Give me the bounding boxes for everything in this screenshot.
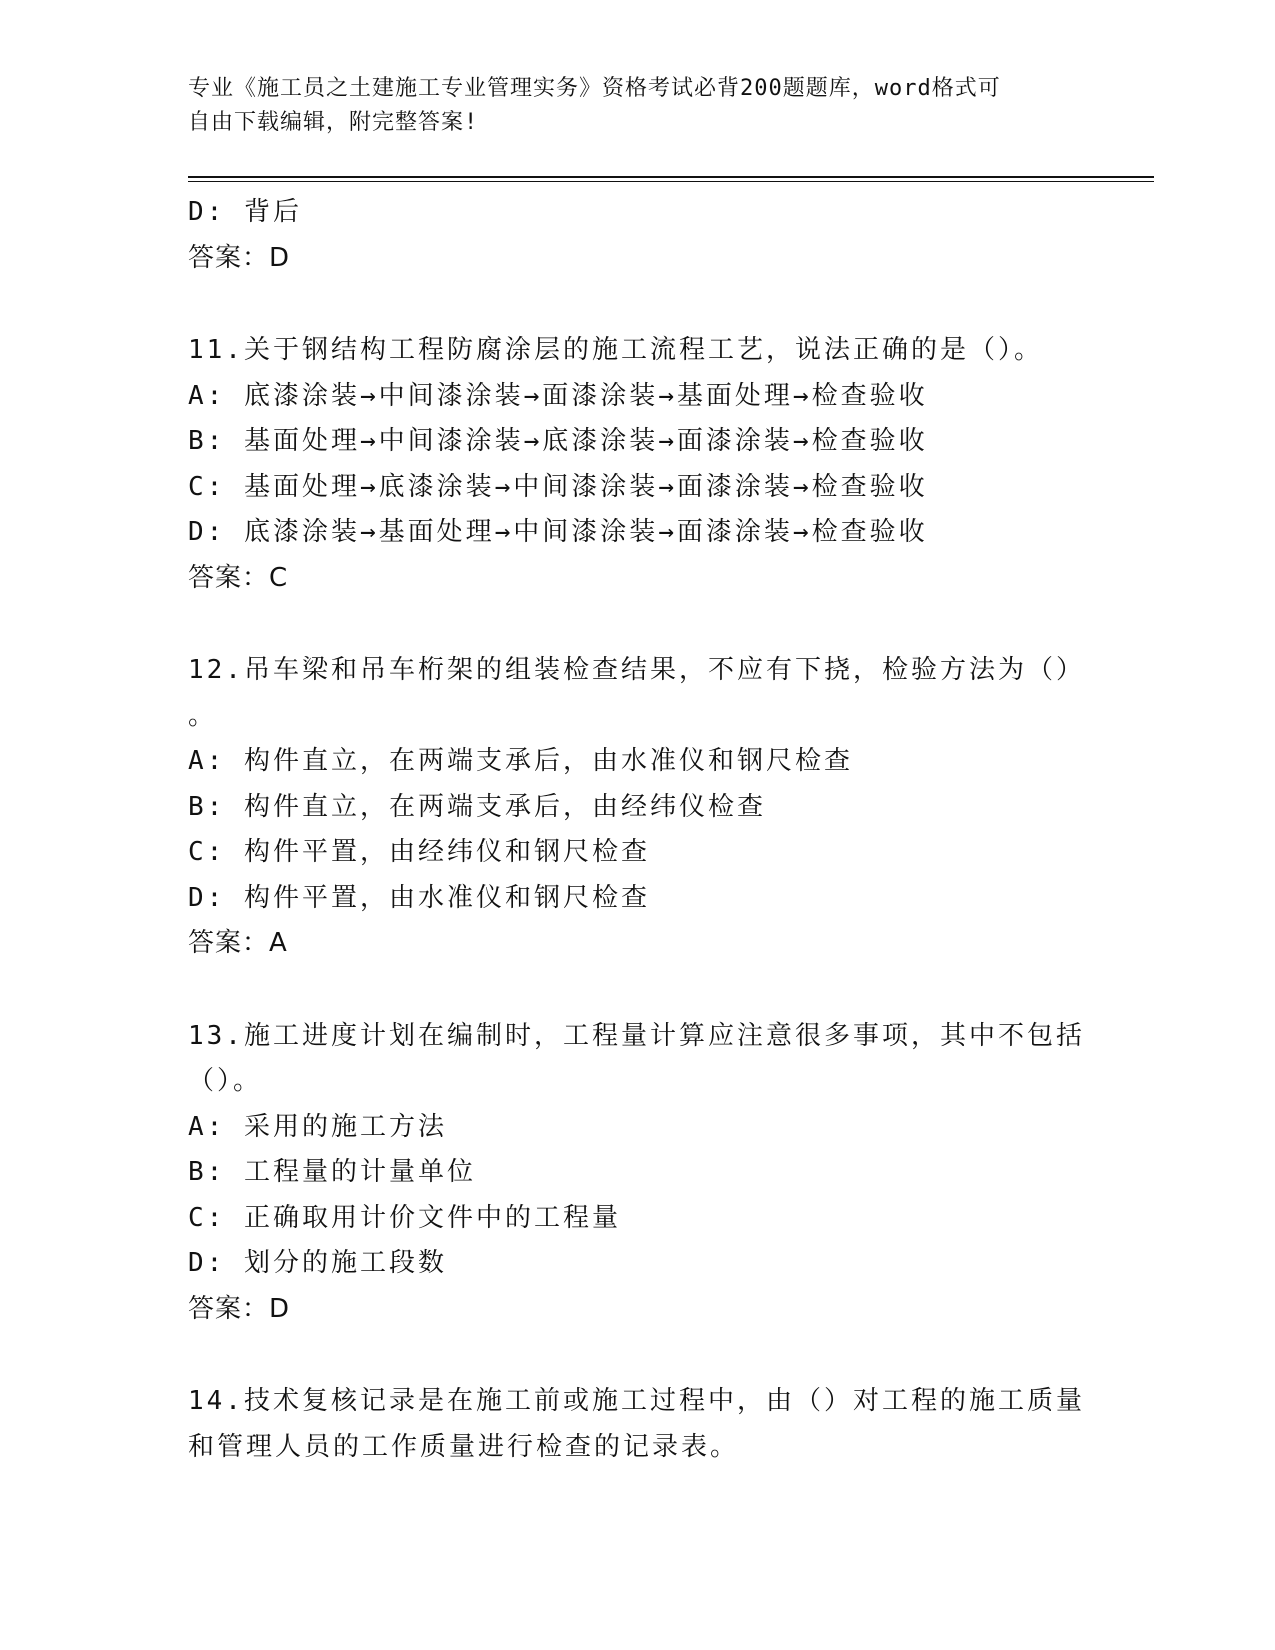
- option-b: B: 构件直立，在两端支承后，由经纬仪检查: [188, 791, 766, 822]
- answer: 答案：D: [188, 1293, 291, 1324]
- answer: 答案：C: [188, 562, 289, 593]
- question-14: [188, 1379, 1088, 1470]
- question-12: [188, 648, 1088, 967]
- option-d: D: 底漆涂装→基面处理→中间漆涂装→面漆涂装→检查验收: [188, 517, 928, 547]
- prev-option-d: D: 背后: [188, 197, 302, 227]
- option-c: C: 正确取用计价文件中的工程量: [188, 1202, 621, 1233]
- header-divider-thick: [188, 176, 1154, 178]
- question-stem: 13.施工进度计划在编制时，工程量计算应注意很多事项，其中不包括: [188, 1020, 1085, 1051]
- question-stem-continued: 和管理人员的工作质量进行检查的记录表。: [188, 1431, 740, 1462]
- question-11: [188, 328, 1088, 601]
- question-stem: 14.技术复核记录是在施工前或施工过程中，由（）对工程的施工质量: [188, 1386, 1085, 1416]
- question-stem-continued: （）。: [188, 1066, 263, 1096]
- option-d: D: 划分的施工段数: [188, 1248, 447, 1278]
- prev-answer: 答案：D: [188, 242, 291, 273]
- option-c: C: 基面处理→底漆涂装→中间漆涂装→面漆涂装→检查验收: [188, 471, 928, 502]
- question-list: [188, 190, 1088, 1470]
- option-b: B: 工程量的计量单位: [188, 1157, 476, 1187]
- document-header: [188, 72, 1068, 140]
- option-a: A: 采用的施工方法: [188, 1111, 447, 1142]
- option-a: A: 构件直立，在两端支承后，由水准仪和钢尺检查: [188, 746, 853, 776]
- header-divider-thin: [188, 181, 1154, 182]
- question-stem-continued: 。: [188, 700, 218, 731]
- header-line-1: 专业《施工员之土建施工专业管理实务》资格考试必背200题题库，word格式可: [188, 76, 1001, 101]
- option-a: A: 底漆涂装→中间漆涂装→面漆涂装→基面处理→检查验收: [188, 380, 928, 411]
- spacer: [188, 601, 1088, 648]
- question-stem: 12.吊车梁和吊车桁架的组装检查结果，不应有下挠，检验方法为（）: [188, 655, 1085, 685]
- question-stem: 11.关于钢结构工程防腐涂层的施工流程工艺，说法正确的是（）。: [188, 335, 1043, 365]
- answer: 答案：A: [188, 928, 288, 958]
- spacer: [188, 1332, 1088, 1379]
- spacer: [188, 967, 1088, 1014]
- option-c: C: 构件平置，由经纬仪和钢尺检查: [188, 837, 650, 867]
- option-b: B: 基面处理→中间漆涂装→底漆涂装→面漆涂装→检查验收: [188, 426, 928, 456]
- question-13: [188, 1014, 1088, 1333]
- header-line-2: 自由下载编辑，附完整答案!: [188, 110, 479, 135]
- option-d: D: 构件平置，由水准仪和钢尺检查: [188, 882, 650, 913]
- spacer: [188, 281, 1088, 328]
